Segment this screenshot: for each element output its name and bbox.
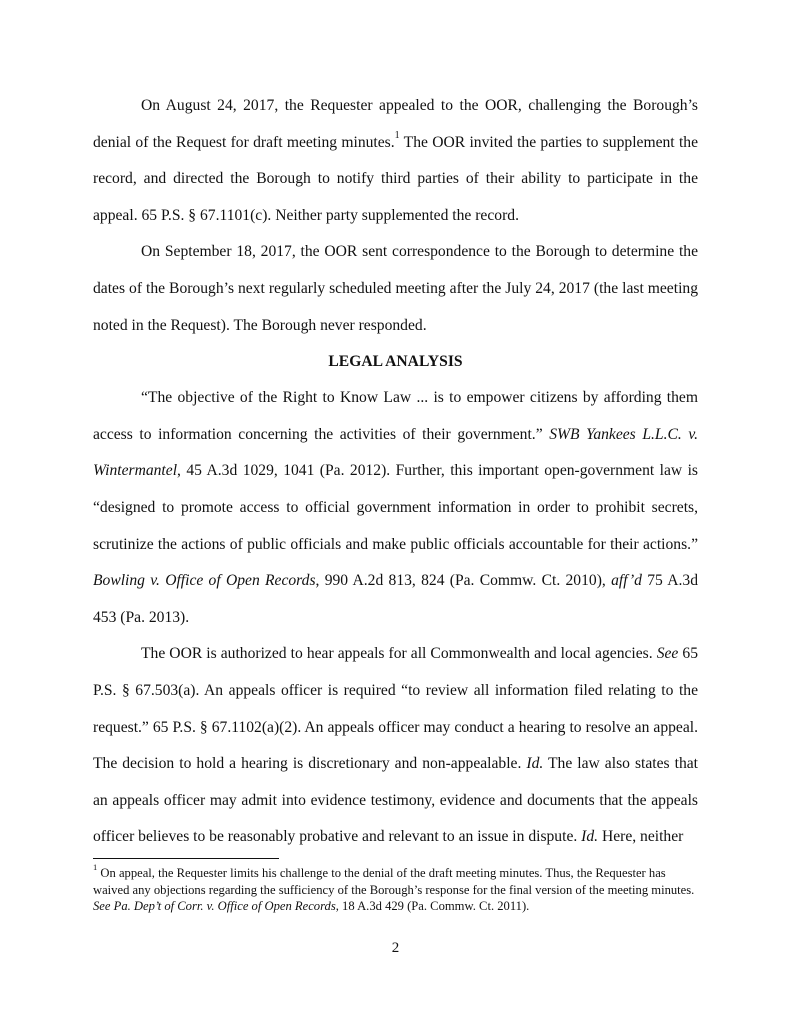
citation-signal: Id. [581, 828, 599, 846]
footnote-divider [93, 858, 279, 859]
paragraph-text: The OOR is authorized to hear appeals for all Commonwealth and local agencies. [141, 645, 657, 663]
paragraph-text: “The objective of the Right to Know Law ... is to empower citizens by affording them access to information concerning the activities of their government.” [93, 389, 698, 443]
section-heading: LEGAL ANALYSIS [328, 353, 463, 371]
footnote [93, 861, 698, 915]
footnote-marker: 1 [93, 861, 98, 872]
paragraph-rtkl-objective [93, 380, 698, 636]
paragraph-oor-authority [93, 636, 698, 856]
paragraph-text: On August 24, 2017, the Requester appealed to the OOR, challenging the Borough’s denial of the Request for draft meeting minutes. [93, 97, 698, 151]
body-text [93, 88, 698, 856]
citation-signal: Id. [526, 755, 544, 773]
paragraph-text: 65 P.S. § 67.503(a). An appeals officer is required “to review all information filed relating to the request.” 65 P.S. § 67.1102(a)(2). An appeals officer may conduct a hearing to resolve an appeal. The decision to hold a hearing is discretionary and non-appealable. [93, 645, 698, 773]
footnote-reference: 1 [394, 130, 400, 142]
paragraph-text: , 990 A.2d 813, 824 (Pa. Commw. Ct. 2010), [315, 572, 612, 590]
paragraph-text: 75 A.3d 453 (Pa. 2013). [93, 572, 698, 626]
citation-signal: See [656, 645, 679, 663]
footnote-text: On appeal, the Requester limits his challenge to the denial of the draft meeting minutes. Thus, the Requester has waived any objections regarding the sufficiency of the Borough’s response for the final version of the meeting minutes. [93, 866, 695, 897]
paragraph-appeal-filed [93, 88, 698, 234]
case-citation: See Pa. Dep’t of Corr. v. Office of Open Records [93, 899, 336, 913]
paragraph-text: On September 18, 2017, the OOR sent correspondence to the Borough to determine the dates of the Borough’s next regularly scheduled meeting after the July 24, 2017 (the last meeting noted in the Request). The Borough never responded. [93, 243, 698, 334]
footnote-text: , 18 A.3d 429 (Pa. Commw. Ct. 2011). [335, 899, 530, 913]
paragraph-text: The OOR invited the parties to supplement the record, and directed the Borough to notify third parties of their ability to participate in the appeal. 65 P.S. § 67.1101(c). Neither party supplemented the record. [93, 133, 698, 224]
page-number: 2 [391, 940, 400, 956]
case-citation: Bowling v. Office of Open Records [93, 572, 316, 590]
paragraph-text: , 45 A.3d 1029, 1041 (Pa. 2012). Further, this important open-government law is “designed to promote access to official government information in order to prohibit secrets, scrutinize the actions of public officials and make public officials accountable for their actions.” [93, 462, 698, 553]
case-citation: SWB Yankees L.L.C. v. Wintermantel [93, 425, 698, 480]
paragraph-text: The law also states that an appeals officer may admit into evidence testimony, evidence and documents that the appeals officer believes to be reasonably probative and relevant to an issue in dispute. [93, 755, 698, 846]
paragraph-text: Here, neither [598, 828, 684, 846]
citation-signal: aff’d [611, 572, 642, 590]
paragraph-correspondence [93, 234, 698, 344]
